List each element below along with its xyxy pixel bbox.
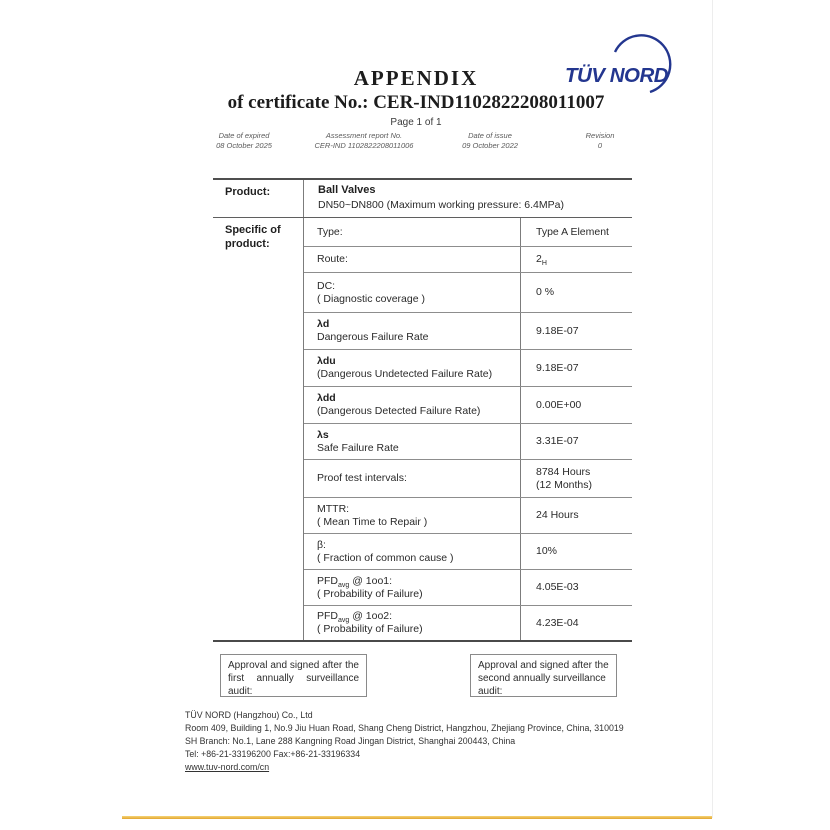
- page-title: APPENDIX: [353, 66, 479, 90]
- value: $2_H$: [536, 253, 547, 268]
- product-name: Ball Valves: [318, 184, 376, 196]
- term-desc: ( Probability of Failure): [317, 587, 423, 600]
- product-spec: DN50~DN800 (Maximum working pressure: 6.4MPa): [318, 199, 564, 211]
- value: 8784 Hours: [536, 465, 591, 478]
- gold-border-bar: [122, 816, 712, 819]
- meta-value: CER-IND 1102822208011006: [314, 141, 414, 150]
- value: 4.23E-04: [536, 616, 579, 629]
- term: $PFD_{avg}$ @ 1oo1:: [317, 574, 393, 589]
- product-data-table: [213, 178, 632, 642]
- table-row-type: [304, 218, 632, 247]
- meta-value: 0: [597, 141, 603, 150]
- table-row-beta: [304, 534, 632, 570]
- value: 0 %: [536, 286, 555, 298]
- table-row-product: [213, 180, 632, 218]
- footer-company: TÜV NORD (Hangzhou) Co., Ltd: [185, 710, 313, 720]
- table-row-mttr: [304, 498, 632, 534]
- footer-address1: Room 409, Building 1, No.9 Jiu Huan Road, Shang Cheng District, Hangzhou, Zhejiang Province, China, 310019: [185, 723, 624, 733]
- term: MTTR:: [317, 502, 350, 515]
- term-desc: (Dangerous Detected Failure Rate): [317, 405, 481, 417]
- term-desc: (Dangerous Undetected Failure Rate): [317, 368, 493, 380]
- meta-value: 08 October 2025: [216, 141, 272, 150]
- meta-value: 09 October 2022: [462, 141, 518, 150]
- value: 3.31E-07: [536, 435, 579, 447]
- value: 24 Hours: [536, 509, 579, 521]
- term: λdd: [317, 392, 336, 404]
- logo-text: TÜV NORD: [565, 64, 669, 87]
- term: DC:: [317, 279, 336, 292]
- term: Proof test intervals:: [317, 472, 407, 484]
- term-desc: ( Mean Time to Repair ): [317, 515, 428, 528]
- value: 9.18E-07: [536, 361, 579, 374]
- value: 9.18E-07: [536, 324, 579, 337]
- specific-section: [213, 218, 632, 640]
- term: Route:: [317, 253, 348, 265]
- signature-box-first-audit: Approval and signed after the first annually surveillance audit:: [220, 654, 367, 697]
- title-block: [120, 66, 712, 128]
- footer-tel-fax: Tel: +86-21-33196200 Fax:+86-21-33196334: [185, 749, 361, 759]
- value: 4.05E-03: [536, 581, 579, 593]
- table-row-proof-test: [304, 460, 632, 498]
- footer-website-link[interactable]: www.tuv-nord.com/cn: [185, 762, 270, 772]
- meta-label: Revision: [585, 131, 615, 140]
- term-desc: ( Diagnostic coverage ): [317, 292, 425, 305]
- meta-label: Date of issue: [468, 131, 512, 140]
- table-row-dc: [304, 273, 632, 313]
- specific-of-product-label: Specific of product:: [213, 218, 304, 640]
- table-row-lambda-dd: [304, 387, 632, 424]
- meta-assessment-report: [296, 131, 432, 150]
- table-row-pfd-1oo2: [304, 606, 632, 640]
- term: β:: [317, 538, 326, 551]
- meta-date-of-expired: [188, 131, 300, 150]
- table-row-lambda-s: [304, 424, 632, 460]
- term: $PFD_{avg}$ @ 1oo2:: [317, 610, 393, 625]
- table-row-lambda-du: [304, 350, 632, 387]
- term-desc: Safe Failure Rate: [317, 441, 399, 454]
- meta-revision: [558, 131, 642, 150]
- meta-label: Date of expired: [218, 131, 270, 140]
- product-label: Product:: [213, 180, 304, 217]
- term-desc: ( Probability of Failure): [317, 623, 423, 635]
- value: Type A Element: [536, 225, 609, 238]
- table-row-route: [304, 247, 632, 273]
- value-line2: (12 Months): [536, 478, 593, 491]
- term: λd: [317, 318, 330, 330]
- meta-date-of-issue: [434, 131, 546, 150]
- table-row-pfd-1oo1: [304, 570, 632, 606]
- table-row-lambda-d: [304, 313, 632, 350]
- footer-address-block: [185, 709, 624, 774]
- footer-address2: SH Branch: No.1, Lane 288 Kangning Road Jingan District, Shanghai 200443, China: [185, 736, 516, 746]
- term: λs: [317, 428, 329, 441]
- signature-box-second-audit: Approval and signed after the second annually surveillance audit:: [470, 654, 617, 697]
- page-number: Page 1 of 1: [390, 117, 442, 128]
- term: λdu: [317, 355, 336, 367]
- term-desc: Dangerous Failure Rate: [317, 331, 429, 343]
- meta-label: Assessment report No.: [325, 131, 403, 140]
- specific-rows: [304, 218, 632, 640]
- value: 10%: [536, 545, 558, 557]
- page-edge: [712, 0, 713, 818]
- term-desc: ( Fraction of common cause ): [317, 551, 454, 564]
- term: Type:: [317, 225, 343, 238]
- value: 0.00E+00: [536, 398, 582, 411]
- product-content: [304, 180, 632, 217]
- certificate-number-subtitle: of certificate No.: CER-IND1102822208011007: [227, 92, 605, 113]
